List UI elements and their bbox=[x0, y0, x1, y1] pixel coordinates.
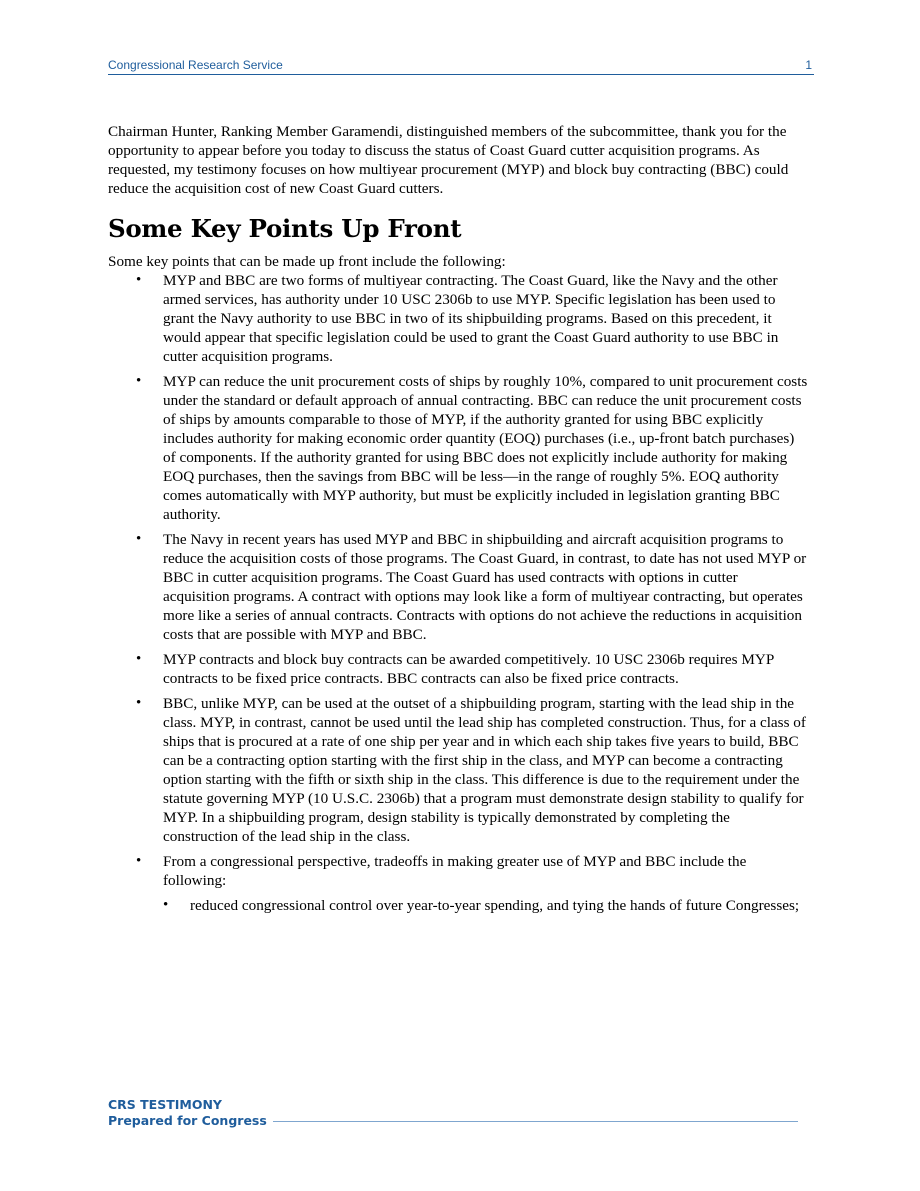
list-item bbox=[108, 271, 808, 366]
tradeoffs-sublist bbox=[163, 896, 808, 915]
bullet-icon: • bbox=[136, 695, 142, 711]
page-number: 1 bbox=[805, 58, 812, 72]
document-body bbox=[108, 122, 808, 921]
list-item bbox=[108, 694, 808, 846]
bullet-icon: • bbox=[163, 897, 169, 913]
sub-list-item-text: reduced congressional control over year-to-year spending, and tying the hands of future Congresses; bbox=[190, 897, 800, 914]
list-item-text: From a congressional perspective, tradeoffs in making greater use of MYP and BBC include the following: bbox=[163, 853, 747, 889]
list-item-text: BBC, unlike MYP, can be used at the outset of a shipbuilding program, starting with the lead ship in the class. MYP, in contrast, cannot be used until the lead ship has completed construction. Thus, for a class of ships that is procured at a rate of one ship per year and in which each ship takes five years to build, BBC can be a contracting option starting with the first ship in the class, and MYP can become a contracting option starting with the fifth or sixth ship in the class. This difference is due to the requirement under the statute governing MYP (10 U.S.C. 2306b) that a program must demonstrate design stability to qualify for MYP. In a shipbuilding program, design stability is typically demonstrated by completing the construction of the lead ship in the class. bbox=[163, 695, 806, 845]
intro-paragraph: Chairman Hunter, Ranking Member Garamendi, distinguished members of the subcommittee, thank you for the opportunity to appear before you today to discuss the status of Coast Guard cutter acquisition programs. As requested, my testimony focuses on how multiyear procurement (MYP) and block buy contracting (BBC) could reduce the acquisition cost of new Coast Guard cutters. bbox=[108, 123, 789, 197]
footer-label: CRS TESTIMONY bbox=[108, 1097, 222, 1112]
footer-subtitle: Prepared for Congress bbox=[108, 1113, 267, 1128]
sub-list-item bbox=[163, 896, 808, 915]
bullet-icon: • bbox=[136, 272, 142, 288]
list-item bbox=[108, 372, 808, 524]
header-source: Congressional Research Service bbox=[108, 58, 283, 72]
list-item bbox=[108, 650, 808, 688]
list-item-text: The Navy in recent years has used MYP and BBC in shipbuilding and aircraft acquisition programs to reduce the acquisition costs of those programs. The Coast Guard, in contrast, to date has not used MYP or BBC in cutter acquisition programs. The Coast Guard has used contracts with options in cutter acquisition programs. A contract with options may look like a form of multiyear contracting, but operates more like a series of annual contracts. Contracts with options do not achieve the reductions in acquisition costs that are possible with MYP and BBC. bbox=[163, 531, 807, 643]
bullet-icon: • bbox=[136, 373, 142, 389]
page-header bbox=[108, 58, 814, 75]
key-points-list bbox=[108, 271, 808, 915]
list-item-text: MYP can reduce the unit procurement costs of ships by roughly 10%, compared to unit procurement costs under the standard or default approach of annual contracting. BBC can reduce the unit procurement costs of ships by amounts comparable to those of MYP, if the authority granted for using BBC explicitly includes authority for making economic order quantity (EOQ) purchases (i.e., up-front batch purchases) of components. If the authority granted for using BBC does not explicitly include authority for making EOQ purchases, then the savings from BBC will be less—in the range of roughly 5%. EOQ authority comes automatically with MYP authority, but must be explicitly included in legislation granting BBC authority. bbox=[163, 373, 808, 523]
page-footer bbox=[108, 1097, 798, 1129]
bullet-icon: • bbox=[136, 651, 142, 667]
bullet-icon: • bbox=[136, 853, 142, 869]
section-heading: Some Key Points Up Front bbox=[108, 214, 462, 243]
list-item bbox=[108, 852, 808, 915]
bullet-icon: • bbox=[136, 531, 142, 547]
list-item-text: MYP and BBC are two forms of multiyear contracting. The Coast Guard, like the Navy and the other armed services, has authority under 10 USC 2306b to use MYP. Specific legislation has been used to grant the Navy authority to use BBC in two of its shipbuilding programs. Based on this precedent, it would appear that specific legislation could be used to grant the Coast Guard authority to use BBC in cutter acquisition programs. bbox=[163, 272, 779, 365]
footer-rule bbox=[273, 1121, 798, 1122]
list-item-text: MYP contracts and block buy contracts can be awarded competitively. 10 USC 2306b requires MYP contracts to be fixed price contracts. BBC contracts can also be fixed price contracts. bbox=[163, 651, 774, 687]
lead-paragraph: Some key points that can be made up front include the following: bbox=[108, 253, 506, 270]
list-item bbox=[108, 530, 808, 644]
